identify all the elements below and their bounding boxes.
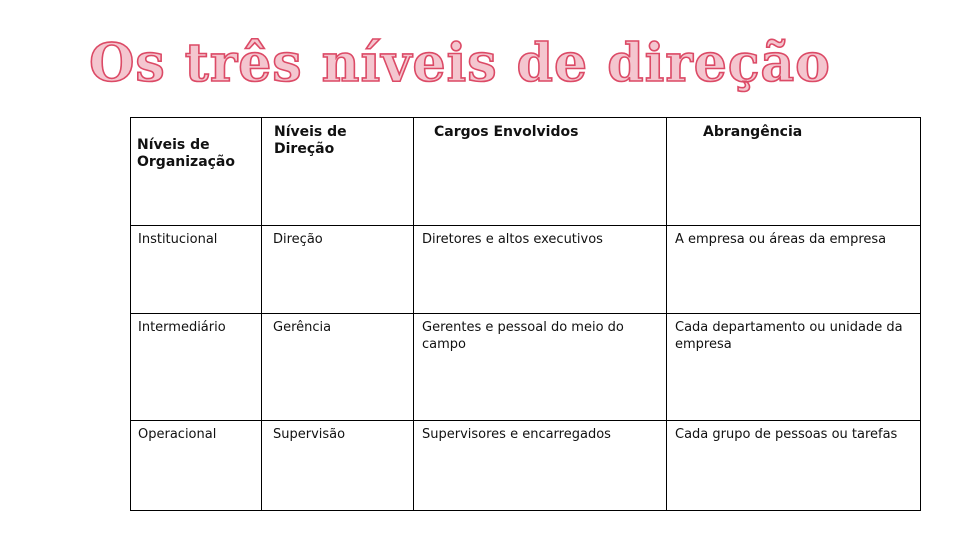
cell-positions: Supervisores e encarregados	[414, 421, 667, 511]
header-positions-involved: Cargos Envolvidos	[414, 118, 667, 226]
cell-scope: A empresa ou áreas da empresa	[667, 226, 921, 314]
table-row	[131, 226, 921, 314]
cell-positions: Gerentes e pessoal do meio do campo	[414, 314, 667, 421]
cell-positions: Diretores e altos executivos	[414, 226, 667, 314]
cell-direction-level: Gerência	[262, 314, 414, 421]
cell-scope: Cada departamento ou unidade da empresa	[667, 314, 921, 421]
slide-title: Os três níveis de direção	[89, 33, 831, 94]
table-row	[131, 421, 921, 511]
cell-direction-level: Supervisão	[262, 421, 414, 511]
directions-table-container	[130, 117, 903, 510]
directions-table	[130, 117, 921, 511]
cell-scope: Cada grupo de pessoas ou tarefas	[667, 421, 921, 511]
cell-organization-level: Institucional	[131, 226, 262, 314]
header-direction-levels: Níveis de Direção	[262, 118, 414, 226]
cell-direction-level: Direção	[262, 226, 414, 314]
cell-organization-level: Operacional	[131, 421, 262, 511]
cell-organization-level: Intermediário	[131, 314, 262, 421]
header-scope: Abrangência	[667, 118, 921, 226]
table-row	[131, 314, 921, 421]
table-header-row	[131, 118, 921, 226]
header-organization-levels: Níveis de Organização	[131, 118, 262, 226]
